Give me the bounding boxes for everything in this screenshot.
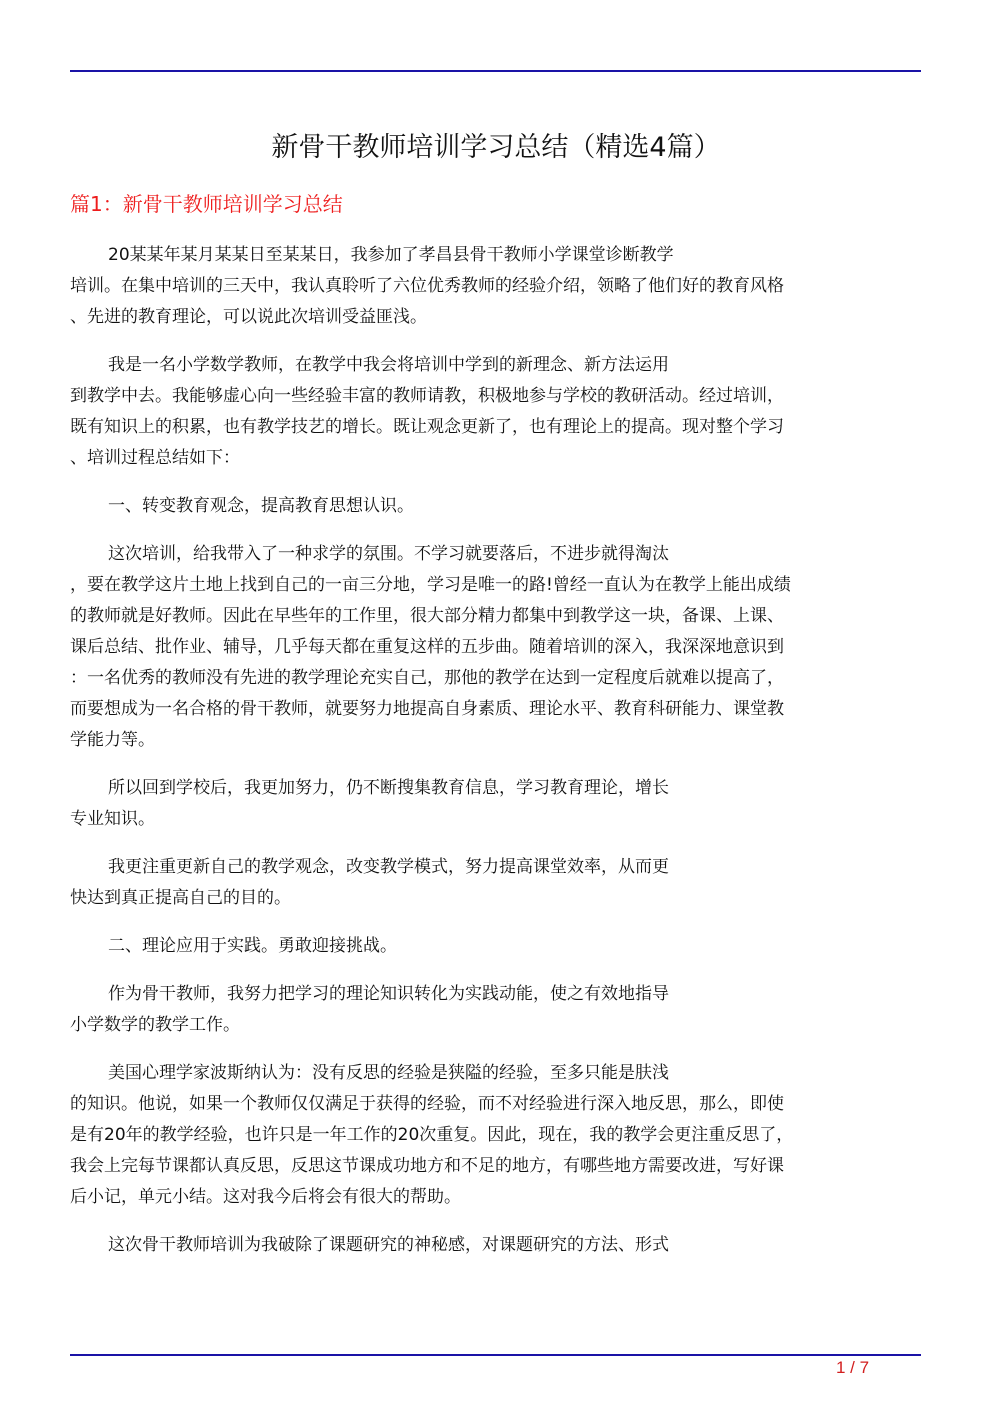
paragraph-line: 既有知识上的积累，也有教学技艺的增长。既让观念更新了，也有理论上的提高。现对整个学习 bbox=[70, 417, 784, 437]
paragraph bbox=[70, 240, 921, 333]
paragraph-line: 这次骨干教师培训为我破除了课题研究的神秘感，对课题研究的方法、形式 bbox=[108, 1235, 669, 1255]
paragraph bbox=[70, 979, 921, 1041]
paragraph-line: 、先进的教育理论，可以说此次培训受益匪浅。 bbox=[70, 307, 427, 327]
page-number: 1 / 7 bbox=[836, 1358, 870, 1377]
header-rule bbox=[70, 70, 921, 72]
paragraph-line: 我更注重更新自己的教学观念，改变教学模式，努力提高课堂效率，从而更 bbox=[108, 857, 669, 877]
paragraph-line: 是有20年的教学经验，也许只是一年工作的20次重复。因此，现在，我的教学会更注重反思了， bbox=[70, 1125, 794, 1145]
paragraph bbox=[70, 350, 921, 474]
paragraph-line: 快达到真正提高自己的目的。 bbox=[70, 888, 291, 908]
paragraph-line: 这次培训，给我带入了一种求学的氛围。不学习就要落后，不进步就得淘汰 bbox=[108, 544, 669, 564]
paragraph-line: 我是一名小学数学教师，在教学中我会将培训中学到的新理念、新方法运用 bbox=[108, 355, 669, 375]
paragraph-line: 、培训过程总结如下： bbox=[70, 448, 240, 468]
section-heading: 篇1：新骨干教师培训学习总结 bbox=[70, 192, 343, 216]
paragraph-line: 后小记，单元小结。这对我今后将会有很大的帮助。 bbox=[70, 1187, 461, 1207]
paragraph-line: 到教学中去。我能够虚心向一些经验丰富的教师请教，积极地参与学校的教研活动。经过培训， bbox=[70, 386, 784, 406]
paragraph-line: 学能力等。 bbox=[70, 730, 155, 750]
paragraph-line: 课后总结、批作业、辅导，几乎每天都在重复这样的五步曲。随着培训的深入，我深深地意识到 bbox=[70, 637, 784, 657]
subheading-paragraph bbox=[70, 931, 921, 962]
paragraph-line: 所以回到学校后，我更加努力，仍不断搜集教育信息，学习教育理论，增长 bbox=[108, 778, 669, 798]
paragraph-line: 的知识。他说，如果一个教师仅仅满足于获得的经验，而不对经验进行深入地反思，那么，即使 bbox=[70, 1094, 784, 1114]
paragraph-line: 培训。在集中培训的三天中，我认真聆听了六位优秀教师的经验介绍，领略了他们好的教育风格 bbox=[70, 276, 784, 296]
paragraph-line: ：一名优秀的教师没有先进的教学理论充实自己，那他的教学在达到一定程度后就难以提高了， bbox=[70, 668, 784, 688]
paragraph-line: 的教师就是好教师。因此在早些年的工作里，很大部分精力都集中到教学这一块，备课、上课、 bbox=[70, 606, 784, 626]
paragraph-line: 二、理论应用于实践。勇敢迎接挑战。 bbox=[108, 936, 397, 956]
document-title: 新骨干教师培训学习总结（精选4篇） bbox=[271, 132, 721, 163]
paragraph bbox=[70, 773, 921, 835]
paragraph-line: 美国心理学家波斯纳认为：没有反思的经验是狭隘的经验，至多只能是肤浅 bbox=[108, 1063, 669, 1083]
paragraph-line: 小学数学的教学工作。 bbox=[70, 1015, 240, 1035]
document-body bbox=[70, 240, 921, 1278]
paragraph bbox=[70, 1058, 921, 1213]
paragraph-line: 20某某年某月某某日至某某日，我参加了孝昌县骨干教师小学课堂诊断教学 bbox=[108, 245, 674, 265]
paragraph-line: 而要想成为一名合格的骨干教师，就要努力地提高自身素质、理论水平、教育科研能力、课堂教 bbox=[70, 699, 784, 719]
paragraph bbox=[70, 1230, 921, 1261]
footer-rule bbox=[70, 1354, 921, 1356]
paragraph-line: 作为骨干教师，我努力把学习的理论知识转化为实践动能，使之有效地指导 bbox=[108, 984, 669, 1004]
paragraph bbox=[70, 852, 921, 914]
paragraph-line: 我会上完每节课都认真反思，反思这节课成功地方和不足的地方，有哪些地方需要改进，写好课 bbox=[70, 1156, 784, 1176]
paragraph-line: ，要在教学这片土地上找到自己的一亩三分地，学习是唯一的路!曾经一直认为在教学上能出成绩 bbox=[70, 575, 791, 595]
paragraph-line: 专业知识。 bbox=[70, 809, 155, 829]
paragraph-line: 一、转变教育观念，提高教育思想认识。 bbox=[108, 496, 414, 516]
paragraph bbox=[70, 539, 921, 756]
subheading-paragraph bbox=[70, 491, 921, 522]
